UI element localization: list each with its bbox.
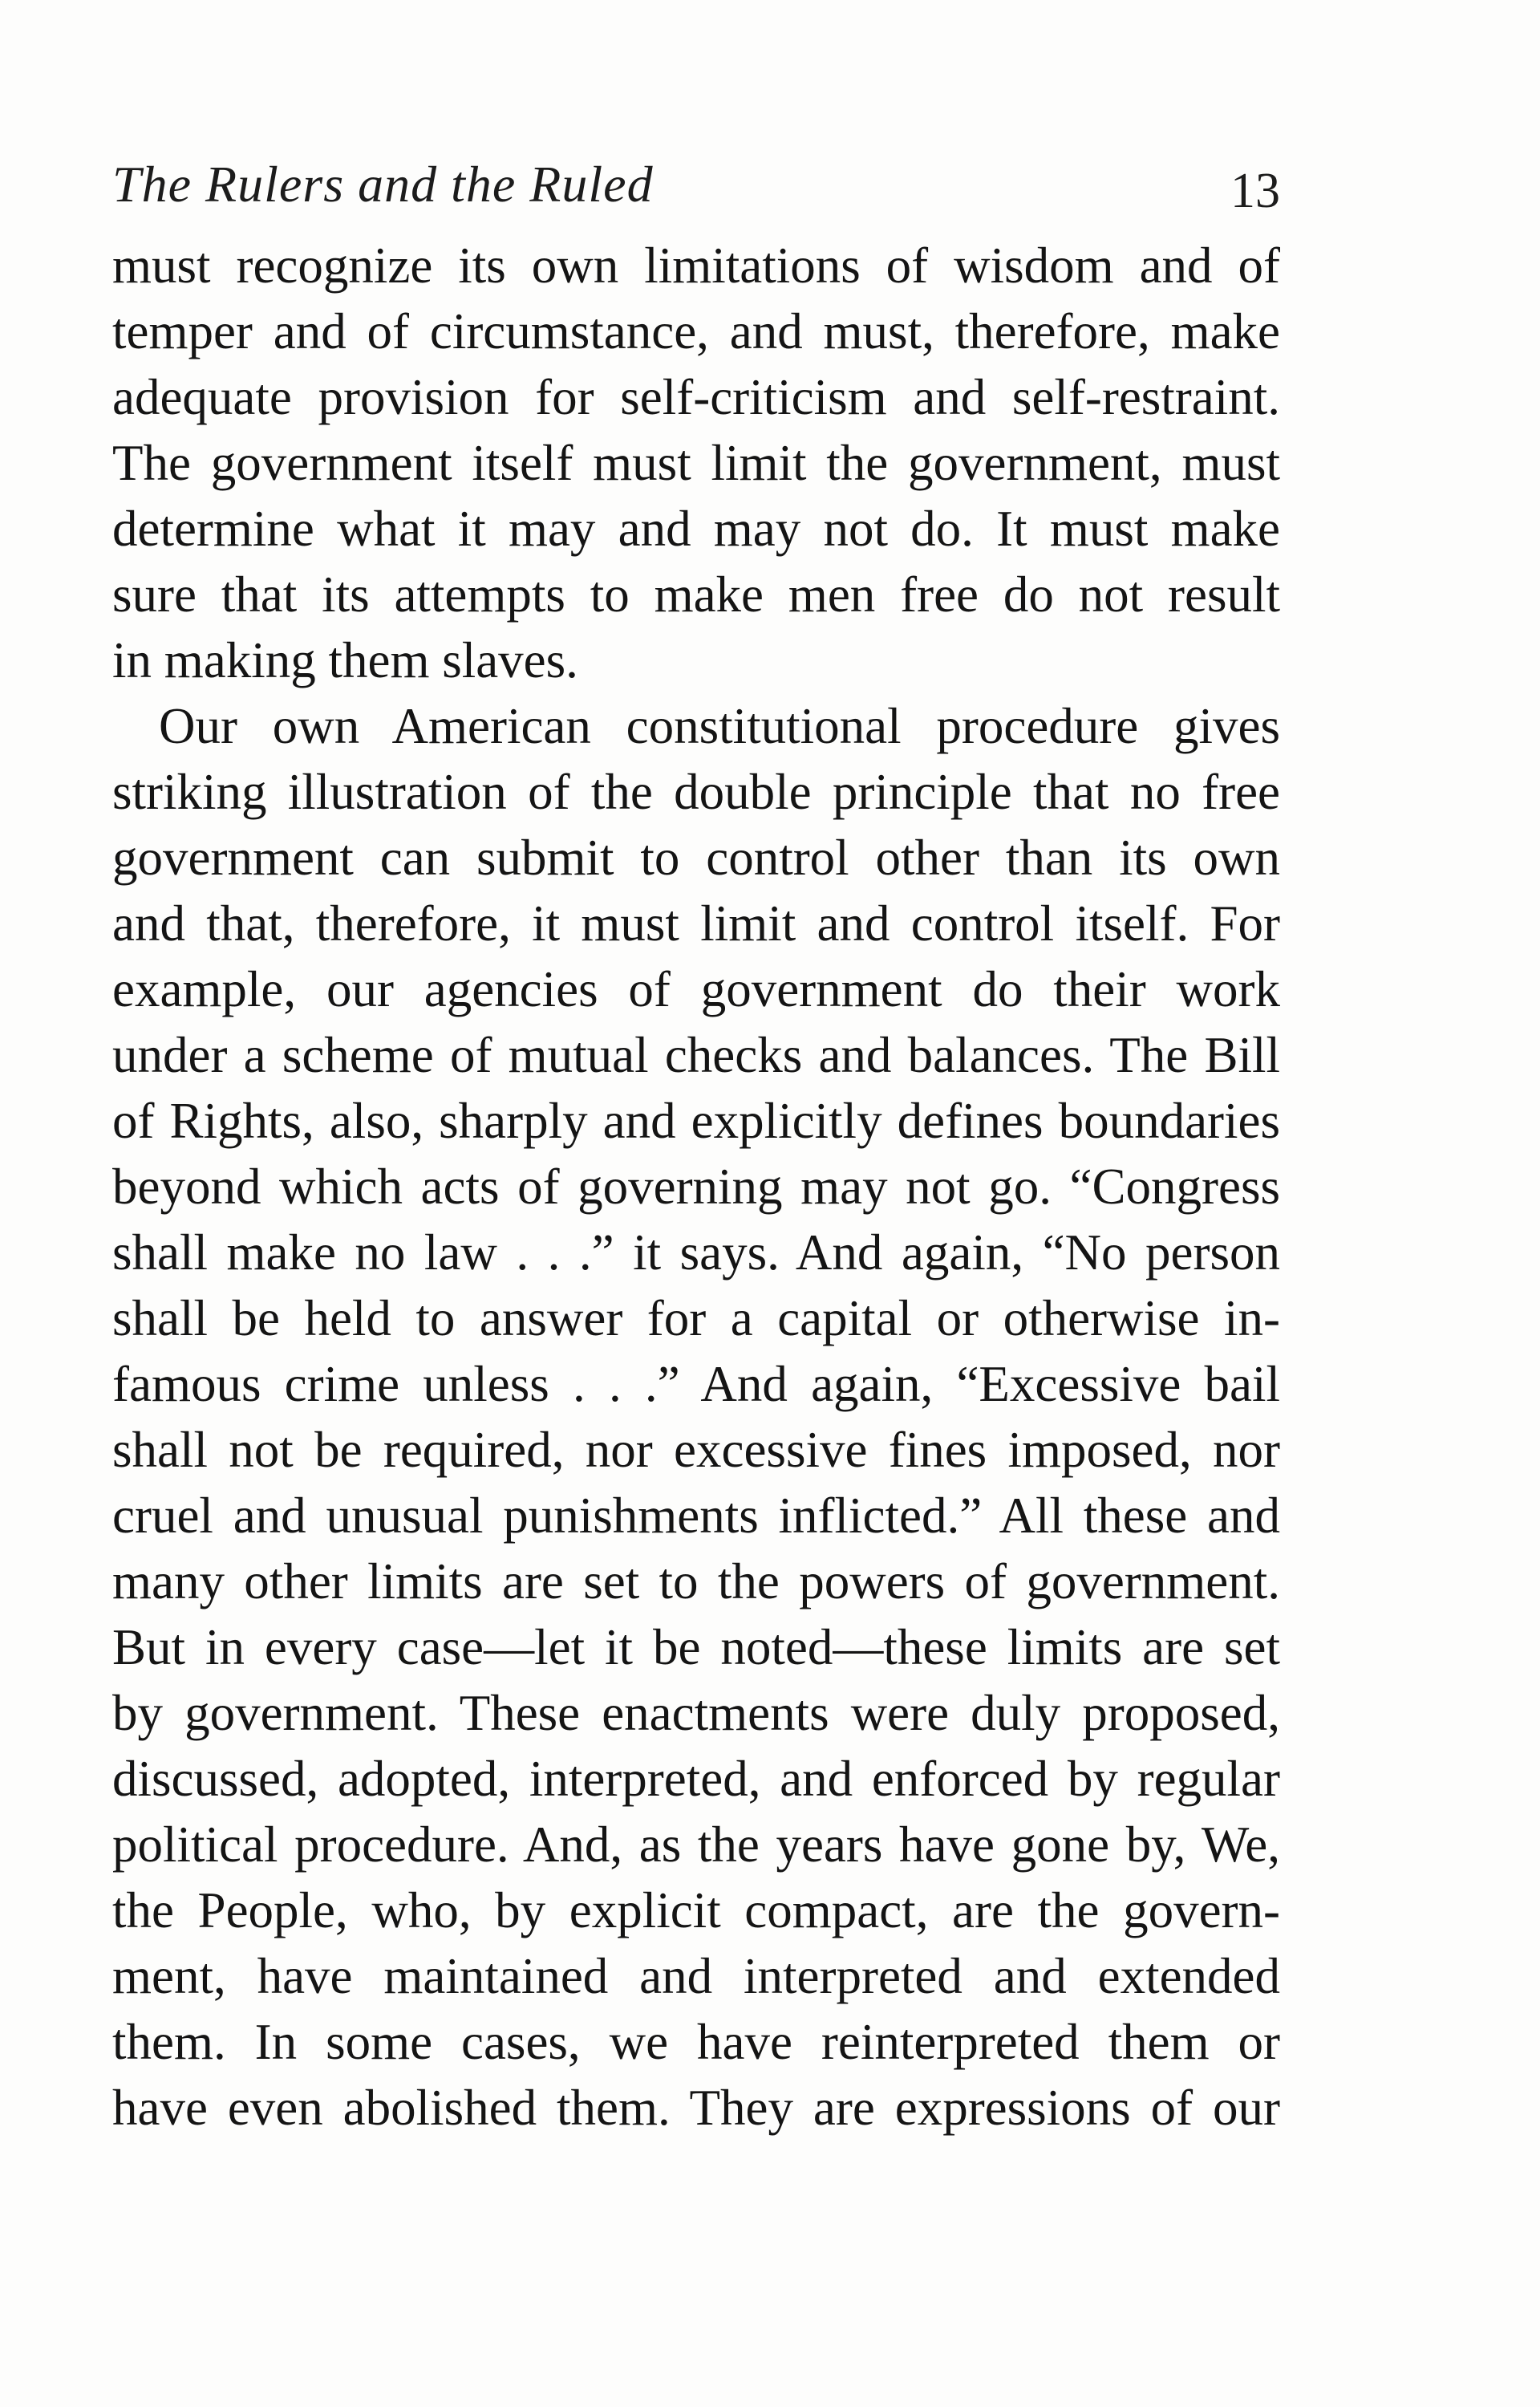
text-line: famous crime unless . . .” And again, “Excessive bail	[112, 1356, 1280, 1412]
text-line: But in every case—let it be noted—these limits are set	[112, 1619, 1280, 1675]
text-line: in making them slaves.	[112, 632, 578, 688]
text-line: government can submit to control other than its own	[112, 830, 1280, 886]
text-line: determine what it may and may not do. It must make	[112, 501, 1280, 557]
text-line: shall make no law . . .” it says. And again, “No person	[112, 1224, 1280, 1281]
text-line: adequate provision for self-criticism and self-restraint.	[112, 369, 1280, 425]
page-number: 13	[1230, 164, 1280, 218]
text-line: The government itself must limit the government, must	[112, 435, 1280, 491]
text-line: ment, have maintained and interpreted and extended	[112, 1948, 1280, 2004]
text-line: beyond which acts of governing may not go. “Congress	[112, 1159, 1280, 1215]
text-line: sure that its attempts to make men free do not result	[112, 566, 1280, 623]
text-line: and that, therefore, it must limit and control itself. For	[112, 895, 1280, 952]
text-line: shall not be required, nor excessive fines imposed, nor	[112, 1422, 1280, 1478]
running-title: The Rulers and the Ruled	[112, 156, 654, 213]
text-line: cruel and unusual punishments inflicted.” All these and	[112, 1488, 1280, 1544]
text-line: have even abolished them. They are expressions of our	[112, 2080, 1280, 2136]
text-line: many other limits are set to the powers of government.	[112, 1553, 1280, 1609]
body-text	[112, 233, 1280, 2141]
text-line: striking illustration of the double principle that no free	[112, 764, 1280, 820]
text-line: under a scheme of mutual checks and balances. The Bill	[112, 1027, 1280, 1083]
running-head	[112, 152, 1280, 217]
text-line: by government. These enactments were duly proposed,	[112, 1685, 1280, 1741]
text-line: discussed, adopted, interpreted, and enforced by regular	[112, 1751, 1280, 1807]
text-line: the People, who, by explicit compact, are the govern-	[112, 1882, 1280, 1938]
text-line: temper and of circumstance, and must, therefore, make	[112, 303, 1280, 359]
text-line: of Rights, also, sharply and explicitly defines boundaries	[112, 1093, 1280, 1149]
text-line: shall be held to answer for a capital or otherwise in-	[112, 1290, 1280, 1346]
text-line: example, our agencies of government do their work	[112, 961, 1280, 1017]
text-line: political procedure. And, as the years have gone by, We,	[112, 1816, 1280, 1873]
text-line: must recognize its own limitations of wisdom and of	[112, 237, 1280, 294]
paragraph-1	[112, 233, 1280, 693]
text-line: them. In some cases, we have reinterpreted them or	[112, 2014, 1280, 2070]
paragraph-2	[112, 693, 1280, 2141]
text-line: Our own American constitutional procedure gives	[159, 698, 1280, 754]
